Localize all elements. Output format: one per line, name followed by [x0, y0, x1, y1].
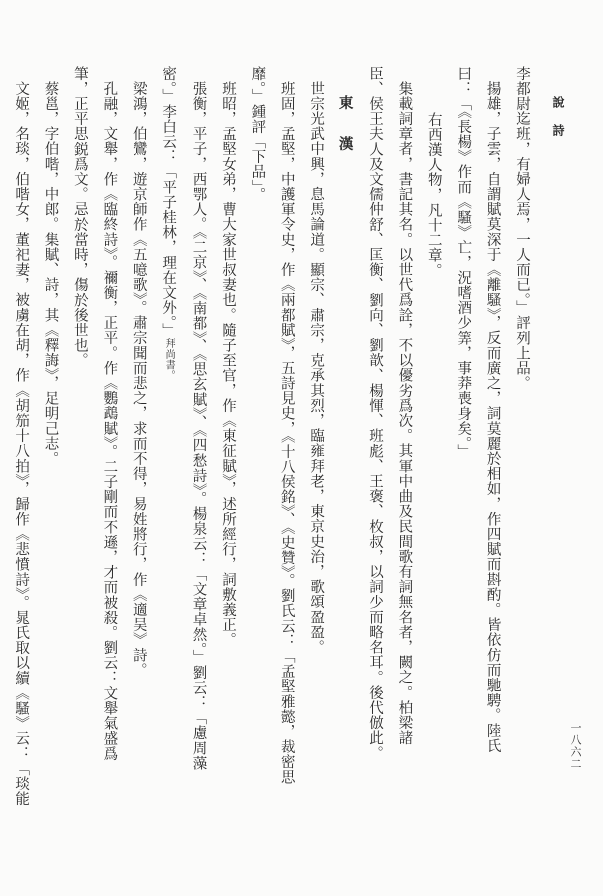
text-column: 李都尉迄班，有婦人焉，一人而已。」評列上品。 [514, 66, 530, 391]
text-column: 集載詞章者，書記其名。以世代爲詮，不以優劣爲次。其軍中曲及民間歌有詞無名者，闕之。柏梁諸 [396, 80, 413, 745]
column-text: 密。」李白云：「平子桂林，理在文外。」 [160, 66, 177, 339]
text-column: 曰：「《長楊》作而《騷》亡，況嗜酒少筭，事莽喪身矣。」 [455, 66, 472, 460]
text-column: 班固，孟堅，中護軍令史，作《兩都賦》，五詩見史，《十八侯銘》、《史贊》。劉氏云：「孟堅雅懿，裁密思 [278, 80, 295, 785]
text-column: 筆，正平思鋭爲文。忌於當時，傷於後世也。 [71, 66, 88, 368]
text-column [153, 66, 183, 826]
text-column: 文姬，名琰，伯喈女，董祀妻，被虜在胡，作《胡笳十八拍》，歸作《悲憤詩》。晁氏取以續《騷》云：「琰能 [13, 80, 30, 806]
text-column: 靡。」鍾評「下品」。 [249, 66, 266, 203]
text-column: 梁鴻，伯鸞，遊京師作《五噫歌》。肅宗聞而悲之，求而不得，易姓將行，作《適吴》詩。 [130, 80, 147, 678]
interlinear-note: 拜尚書。 [163, 338, 175, 381]
section-summary: 右西漢人物，凡十二章。 [425, 112, 442, 279]
text-column: 揚雄，子雲，自謂賦莫深于《離騷》，反而廣之，詞莫麗於相如，作四賦而斟酌。皆依仿而馳騁。陸氏 [484, 80, 501, 753]
page-number: 一八六二 [569, 722, 582, 770]
running-head: 說 詩 [551, 96, 565, 138]
text-column: 班昭，孟堅女弟，曹大家世叔妻也。隨子至官，作《東征賦》，述所經行，詞敷義正。 [219, 80, 236, 648]
text-column: 張衡，平子，西鄂人。《二京》、《南都》、《思玄賦》、《四愁詩》。楊泉云：「文章卓然。」劉云：「慮周藻 [190, 80, 207, 771]
text-column: 孔融，文舉，作《臨終詩》。禰衡，正平。作《鸚鵡賦》。二子剛而不遜，才而被殺。劉云：文舉氣盛爲 [101, 80, 118, 761]
section-heading: 東 漢 [336, 95, 354, 157]
vertical-text-body [13, 66, 536, 826]
text-column: 臣、侯王夫人及文儒仲舒、匡衡、劉向、劉歆、楊惲、班彪、王褒、枚叔，以詞少而略名耳。後代倣此。 [366, 66, 383, 761]
text-column: 世宗光武中興，息馬論道。顯宗、肅宗，克承其烈，臨雍拜老，東京史治，歌頌盈盈。 [308, 80, 325, 655]
text-column: 蔡邕，字伯喈，中郎。集賦、詩，其《釋誨》，足明己志。 [42, 80, 59, 466]
